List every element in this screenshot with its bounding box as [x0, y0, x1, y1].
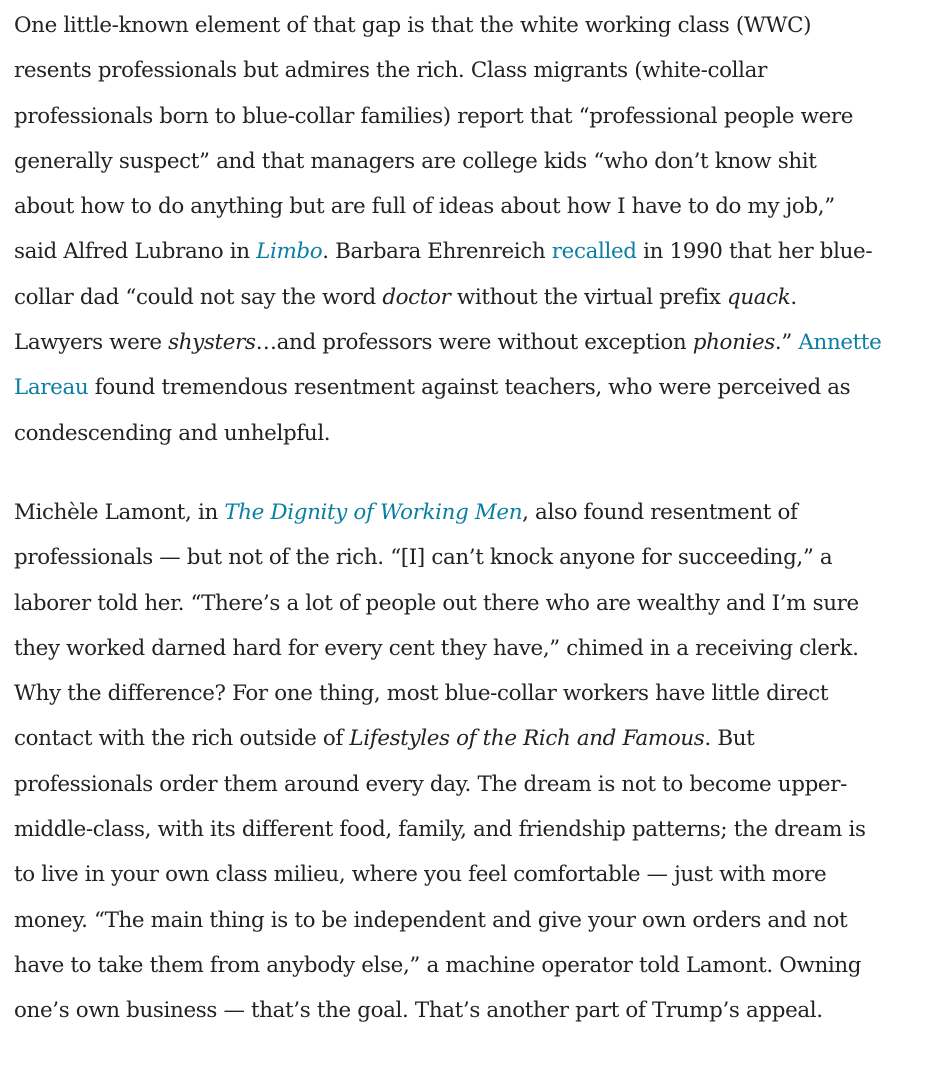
text-line: laborer told her. “There’s a lot of people out there who are wealthy and I’m sure: [14, 590, 859, 616]
text-line: Michèle Lamont, in The Dignity of Working Men, also found resentment of: [14, 499, 798, 525]
emphasis-lifestyles-title: Lifestyles of the Rich and Famous: [349, 726, 705, 752]
emphasis-phonies: phonies: [692, 330, 775, 356]
text-line: generally suspect” and that managers are college kids “who don’t know shit: [14, 148, 817, 174]
text-line: One little-known element of that gap is that the white working class (WWC): [14, 13, 812, 38]
recalled-link[interactable]: recalled: [551, 239, 637, 265]
text-line: professionals born to blue-collar families) report that “professional people were: [14, 103, 854, 129]
annette-lareau-link-part-1[interactable]: Annette: [798, 330, 882, 356]
text-line: middle-class, with its different food, family, and friendship patterns; the dream is: [14, 817, 866, 843]
text-line: money. “The main thing is to be independent and give your own orders and not: [14, 907, 848, 933]
text-line: Why the difference? For one thing, most blue-collar workers have little direct: [14, 681, 829, 707]
text-line: said Alfred Lubrano in Limbo. Barbara Ehrenreich recalled in 1990 that her blue-: [14, 239, 873, 265]
text-line: collar dad “could not say the word doctor without the virtual prefix quack.: [14, 284, 797, 310]
text-line: they worked darned hard for every cent they have,” chimed in a receiving clerk.: [14, 635, 859, 661]
text-line: professionals order them around every day. The dream is not to become upper-: [14, 771, 847, 797]
text-line: one’s own business — that’s the goal. That’s another part of Trump’s appeal.: [14, 998, 823, 1024]
text-line: contact with the rich outside of Lifestyles of the Rich and Famous. But: [14, 726, 755, 752]
limbo-book-link[interactable]: Limbo: [256, 239, 323, 265]
text-line: professionals — but not of the rich. “[I] can’t knock anyone for succeeding,” a: [14, 545, 833, 571]
text-line: condescending and unhelpful.: [14, 420, 331, 446]
text-line: have to take them from anybody else,” a machine operator told Lamont. Owning: [14, 952, 862, 978]
paragraph-2: [14, 490, 930, 1034]
annette-lareau-link-part-2[interactable]: Lareau: [14, 375, 89, 401]
text-line: resents professionals but admires the rich. Class migrants (white-collar: [14, 58, 767, 84]
text-line: about how to do anything but are full of ideas about how I have to do my job,”: [14, 194, 835, 220]
text-line: Lareau found tremendous resentment against teachers, who were perceived as: [14, 375, 851, 401]
dignity-of-working-men-link[interactable]: The Dignity of Working Men: [224, 499, 523, 525]
emphasis-shysters: shysters: [168, 330, 256, 356]
text-line: Lawyers were shysters…and professors were without exception phonies.” Annette: [14, 330, 882, 356]
text-line: to live in your own class milieu, where you feel comfortable — just with more: [14, 862, 827, 888]
emphasis-quack: quack: [727, 284, 791, 310]
emphasis-doctor: doctor: [382, 284, 451, 310]
paragraph-1: [14, 0, 930, 456]
